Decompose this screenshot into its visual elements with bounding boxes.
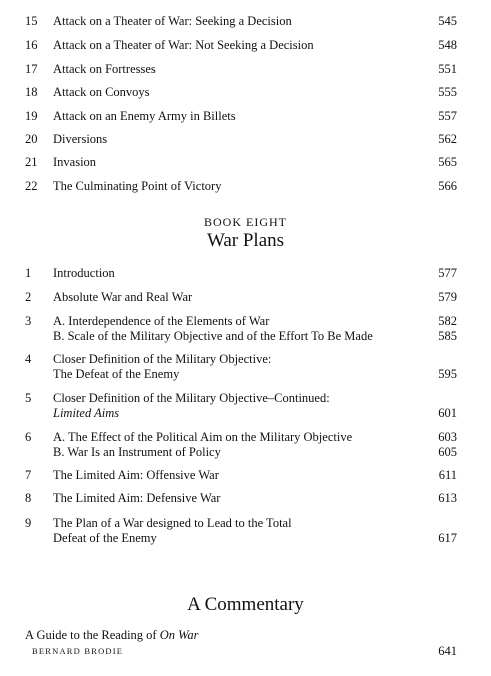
chapter-number: 2 — [25, 290, 32, 304]
chapter-number: 15 — [25, 14, 38, 28]
author-name: BERNARD BRODIE — [32, 646, 124, 656]
chapter-number: 5 — [25, 391, 32, 405]
chapter-title: The Culminating Point of Victory — [53, 179, 222, 193]
chapter-number: 21 — [25, 155, 38, 169]
page-number: 613 — [438, 491, 457, 505]
page-number: 545 — [438, 14, 457, 28]
chapter-title: Attack on Convoys — [53, 85, 150, 99]
book-label: BOOK EIGHT — [204, 215, 287, 229]
chapter-title: Attack on an Enemy Army in Billets — [53, 109, 236, 123]
book-title: War Plans — [206, 230, 285, 251]
page-number: 562 — [438, 132, 457, 146]
chapter-number: 22 — [25, 179, 38, 193]
chapter-title: Attack on Fortresses — [53, 62, 156, 76]
guide-title-italic: On War — [159, 628, 199, 642]
chapter-number: 17 — [25, 62, 38, 76]
chapter-title: The Limited Aim: Offensive War — [53, 468, 219, 482]
chapter-title: Introduction — [53, 266, 115, 280]
page-number: 641 — [438, 644, 457, 658]
toc-entry-b8-6 — [25, 430, 457, 460]
page-number: 551 — [438, 62, 457, 76]
page-number: 617 — [438, 531, 457, 545]
chapter-title-line-2: The Defeat of the Enemy — [53, 367, 180, 381]
page-number: 611 — [438, 468, 457, 482]
chapter-number: 19 — [25, 109, 38, 123]
page-number-b: 585 — [438, 329, 457, 343]
page-number: 579 — [438, 290, 457, 304]
toc-entry-b8-5 — [25, 391, 457, 421]
chapter-number: 6 — [25, 430, 32, 444]
chapter-title: Attack on a Theater of War: Seeking a Decision — [53, 14, 292, 28]
page-number: 566 — [438, 179, 457, 193]
chapter-number: 9 — [25, 516, 32, 530]
page-number: 577 — [438, 266, 457, 280]
chapter-title-part-a: A. The Effect of the Political Aim on the Military Objective — [53, 430, 353, 444]
guide-title-text: A Guide to the Reading of — [25, 628, 160, 642]
page-number: 557 — [438, 109, 457, 123]
commentary-title: A Commentary — [187, 594, 304, 615]
chapter-number: 1 — [25, 266, 32, 280]
chapter-title: Absolute War and Real War — [53, 290, 193, 304]
chapter-title-line-2: Defeat of the Enemy — [53, 531, 157, 545]
chapter-number: 7 — [25, 468, 32, 482]
page-number-a: 582 — [438, 314, 457, 328]
chapter-number: 3 — [25, 314, 32, 328]
chapter-title-part-b: B. Scale of the Military Objective and of the Effort To Be Made — [53, 329, 373, 343]
chapter-number: 18 — [25, 85, 38, 99]
chapter-title-line-2: Limited Aims — [53, 406, 120, 420]
page-number: 555 — [438, 85, 457, 99]
chapter-number: 16 — [25, 38, 38, 52]
chapter-title: Diversions — [53, 132, 108, 146]
chapter-number: 8 — [25, 491, 32, 505]
chapter-title: Attack on a Theater of War: Not Seeking a Decision — [53, 38, 314, 52]
page-number: 548 — [438, 38, 457, 52]
chapter-title-part-a: A. Interdependence of the Elements of War — [53, 314, 270, 328]
page-number: 601 — [438, 406, 457, 420]
page-number: 565 — [438, 155, 457, 169]
page-number: 595 — [438, 367, 457, 381]
chapter-number: 4 — [25, 352, 32, 366]
toc-entry-b8-4 — [25, 352, 457, 382]
chapter-number: 20 — [25, 132, 38, 146]
chapter-title: Invasion — [53, 155, 97, 169]
toc-entry-b8-3 — [25, 314, 457, 344]
chapter-title-line-1: The Plan of a War designed to Lead to the Total — [53, 516, 292, 530]
chapter-title-line-1: Closer Definition of the Military Objective: — [53, 352, 272, 366]
page-number-b: 605 — [438, 445, 457, 459]
chapter-title-part-b: B. War Is an Instrument of Policy — [53, 445, 221, 459]
chapter-title: The Limited Aim: Defensive War — [53, 491, 221, 505]
guide-title — [25, 628, 199, 643]
chapter-title-line-1: Closer Definition of the Military Objective–Continued: — [53, 391, 330, 405]
toc-entry-b8-9 — [25, 516, 457, 546]
page-number-a: 603 — [438, 430, 457, 444]
